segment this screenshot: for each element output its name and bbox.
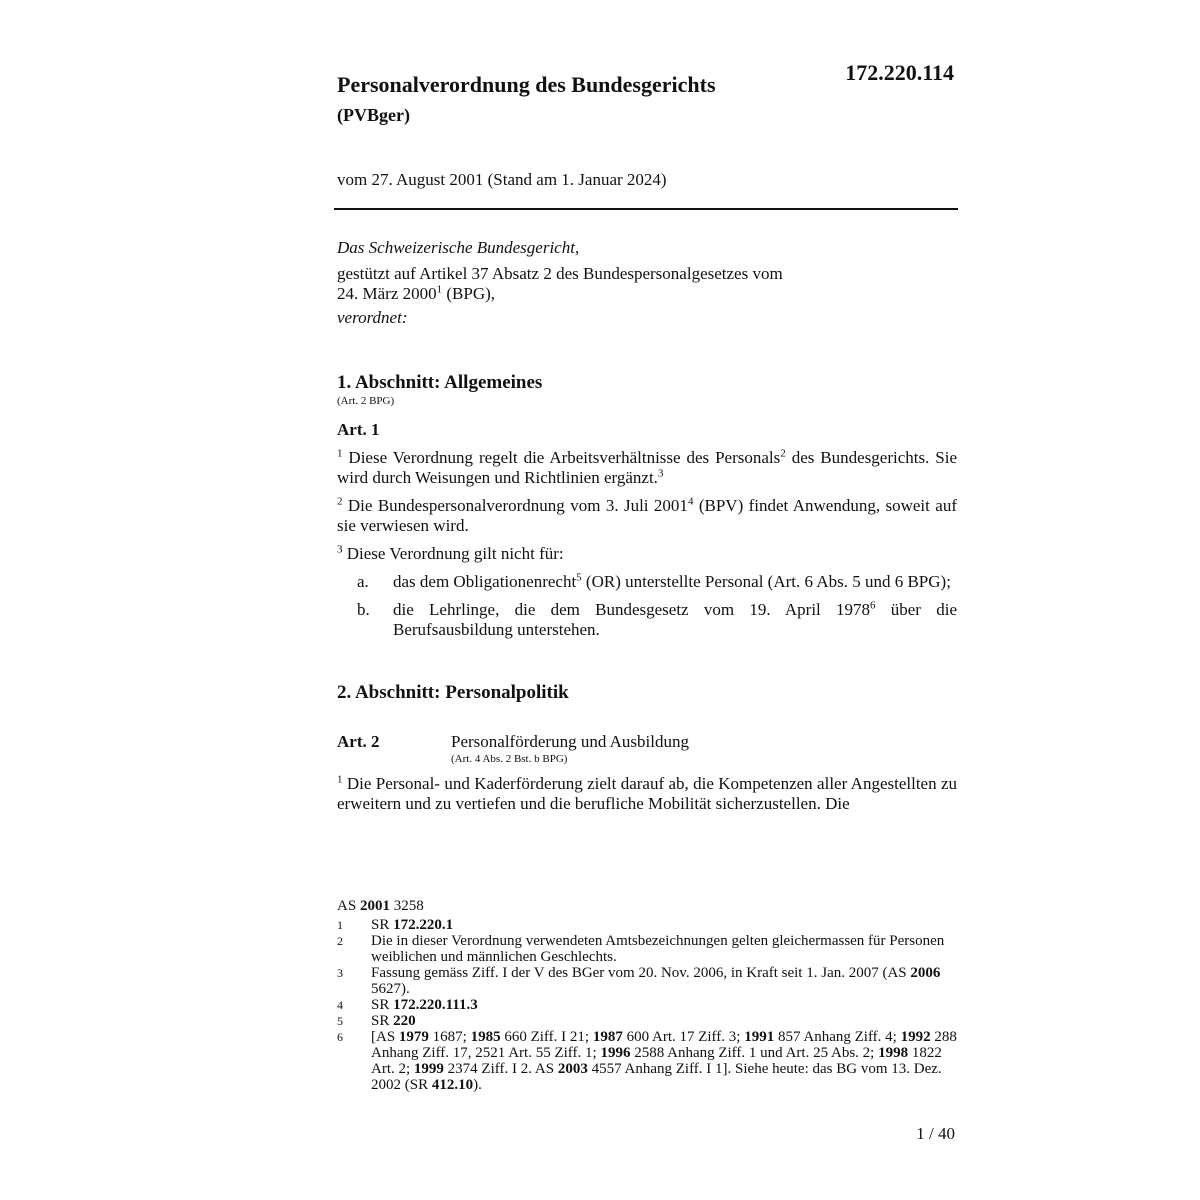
article-reference: (Art. 4 Abs. 2 Bst. b BPG) (451, 753, 568, 765)
footnote-item (337, 997, 957, 1013)
footnote-text (371, 1013, 957, 1029)
date-line: vom 27. August 2001 (Stand am 1. Januar 2024) (337, 170, 667, 189)
footnote-text-part: 600 Art. 17 Ziff. 3; (622, 1029, 745, 1045)
footnote-ref[interactable]: 4 (687, 495, 694, 508)
paragraph-number: 1 (337, 773, 343, 786)
section-title: 1. Abschnitt: Allgemeines (337, 372, 543, 393)
footnote-number: 2 (337, 934, 343, 948)
footnote-text-part: 2588 Anhang Ziff. 1 und Art. 25 Abs. 2; (630, 1045, 879, 1061)
footnote-text-part: SR (371, 1013, 394, 1029)
list-text-part: (OR) unterstellte Personal (Art. 6 Abs. 5 und 6 BPG); (581, 572, 951, 591)
footnote-number: 4 (337, 998, 343, 1012)
paragraph-text: (BPV) findet Anwendung, soweit auf sie verwiesen wird. (337, 496, 957, 535)
paragraph-text: Diese Verordnung regelt die Arbeitsverhältnisse des Personals (342, 448, 781, 467)
preamble-ordains: verordnet: (337, 308, 408, 327)
as-prefix: AS (337, 898, 360, 914)
paragraph (337, 544, 957, 564)
section-1 (337, 372, 957, 640)
preamble (337, 238, 957, 328)
preamble-issuer: Das Schweizerische Bundesgericht, (337, 238, 580, 257)
paragraph-number: 2 (337, 495, 343, 508)
footnote-text-part: 5627). (371, 981, 410, 997)
footnote-number: 1 (337, 918, 343, 932)
footnote-item (337, 933, 957, 965)
footnote-text-part: 1687; (428, 1029, 471, 1045)
footnote-text-part: 1987 (592, 1029, 623, 1045)
paragraph-number: 1 (337, 447, 343, 460)
article-label: Art. 2 (337, 732, 380, 751)
page-number: 1 / 40 (916, 1124, 955, 1143)
footnotes (337, 898, 957, 1093)
section-title: 2. Abschnitt: Personalpolitik (337, 682, 569, 703)
footnote-item (337, 1029, 957, 1093)
document-title: Personalverordnung des Bundesgerichts (337, 72, 716, 97)
section-reference: (Art. 2 BPG) (337, 395, 395, 407)
paragraph (337, 774, 957, 814)
document-page (337, 0, 957, 1200)
footnote-text-part: 1998 (878, 1045, 909, 1061)
footnote-text-part: 172.220.1 (393, 917, 454, 933)
footnote-text-part: 220 (393, 1013, 416, 1029)
article-heading: Personalförderung und Ausbildung (451, 732, 689, 751)
footnote-text-part: 2003 (557, 1061, 588, 1077)
paragraph (337, 496, 957, 536)
paragraph-number: 3 (337, 543, 343, 556)
footnote-text-part: 1999 (413, 1061, 444, 1077)
list-text (393, 572, 957, 592)
footnote-text-part: Fassung gemäss Ziff. I der V des BGer vom 20. Nov. 2006, in Kraft seit 1. Jan. 2007 (AS (371, 965, 911, 981)
footnote-text-part: Die in dieser Verordnung verwendeten Amtsbezeichnungen gelten gleichermassen für Personen weiblichen und männlichen Geschlechts. (371, 933, 945, 965)
footnote-text-part: 1822 Art. 2; (371, 1045, 942, 1077)
sr-number: 172.220.114 (845, 60, 954, 85)
footnote-number: 3 (337, 966, 343, 980)
paragraph-text: des Bundesgerichts. Sie wird durch Weisungen und Richtlinien ergänzt. (337, 448, 957, 487)
paragraph-text: Die Bundespersonalverordnung vom 3. Juli 2001 (342, 496, 688, 515)
footnote-text (371, 917, 957, 933)
footnote-item (337, 917, 957, 933)
list-item (357, 600, 957, 640)
footnote-ref[interactable]: 2 (780, 447, 786, 460)
footnote-text-part: 2374 Ziff. I 2. AS (443, 1061, 558, 1077)
footnote-text-part: 660 Ziff. I 21; (500, 1029, 593, 1045)
footnote-text-part: 1985 (470, 1029, 501, 1045)
footnote-text-part: 172.220.111.3 (393, 997, 478, 1013)
footnote-text (371, 1029, 957, 1093)
footnote-number: 6 (337, 1030, 343, 1044)
list-letter: a. (357, 572, 369, 591)
footnote-text-part: 288 Anhang Ziff. 17, 2521 Art. 55 Ziff. 1; (371, 1029, 957, 1061)
footnote-text-part: SR (371, 997, 394, 1013)
footnote-ref[interactable]: 1 (436, 283, 443, 296)
footnote-text-part: 1979 (398, 1029, 429, 1045)
footnote-text-part: 412.10 (431, 1077, 474, 1093)
document-abbreviation: (PVBger) (337, 105, 410, 125)
section-2 (337, 682, 957, 814)
preamble-basis-date: 24. März 2000 (337, 284, 437, 303)
footnote-text-part: SR (371, 917, 394, 933)
footnote-ref[interactable]: 6 (870, 599, 876, 612)
footnote-as-reference (337, 898, 957, 915)
article-header (337, 732, 957, 766)
paragraph-text: Die Personal- und Kaderförderung zielt darauf ab, die Kompetenzen aller Angestellten zu erweitern und zu vertiefen und die berufliche Mobilität sicherzustellen. Die (337, 774, 957, 813)
paragraph-text: Diese Verordnung gilt nicht für: (342, 544, 564, 563)
footnote-text (371, 965, 957, 997)
footnote-text-part: 1996 (600, 1045, 631, 1061)
footnote-item (337, 1013, 957, 1029)
footnote-text (371, 997, 957, 1013)
paragraph (337, 448, 957, 488)
list-text-part: über die Berufsausbildung unterstehen. (393, 600, 957, 639)
footnote-text-part: 1991 (744, 1029, 775, 1045)
footnote-text-part: [AS (371, 1029, 399, 1045)
as-page: 3258 (389, 898, 424, 914)
list-letter: b. (357, 600, 370, 619)
footnote-ref[interactable]: 5 (576, 571, 582, 584)
header-divider (334, 208, 958, 210)
document-body (337, 238, 957, 814)
footnote-list (337, 917, 957, 1093)
list-item (357, 572, 957, 592)
preamble-basis-line-2 (337, 284, 957, 304)
footnote-item (337, 965, 957, 997)
footnote-ref[interactable]: 3 (657, 467, 664, 480)
as-year: 2001 (359, 898, 390, 914)
footnote-text (371, 933, 957, 965)
preamble-basis-line-1: gestützt auf Artikel 37 Absatz 2 des Bundespersonalgesetzes vom (337, 264, 783, 283)
list-text (393, 600, 957, 640)
footnote-text-part: 4557 Anhang Ziff. I 1]. Siehe heute: das BG vom 13. Dez. 2002 (SR (371, 1061, 942, 1093)
article-label: Art. 1 (337, 420, 380, 439)
footnote-number: 5 (337, 1014, 343, 1028)
list-text-part: das dem Obligationenrecht (393, 572, 577, 591)
footnote-text-part: ). (473, 1077, 482, 1093)
footnote-text-part: 2006 (910, 965, 941, 981)
footnote-text-part: 1992 (900, 1029, 931, 1045)
article-heading-block (451, 732, 689, 766)
preamble-basis-abbrev: (BPG), (442, 284, 496, 303)
list-text-part: die Lehrlinge, die dem Bundesgesetz vom 19. April 1978 (393, 600, 871, 619)
footnote-text-part: 857 Anhang Ziff. 4; (774, 1029, 901, 1045)
